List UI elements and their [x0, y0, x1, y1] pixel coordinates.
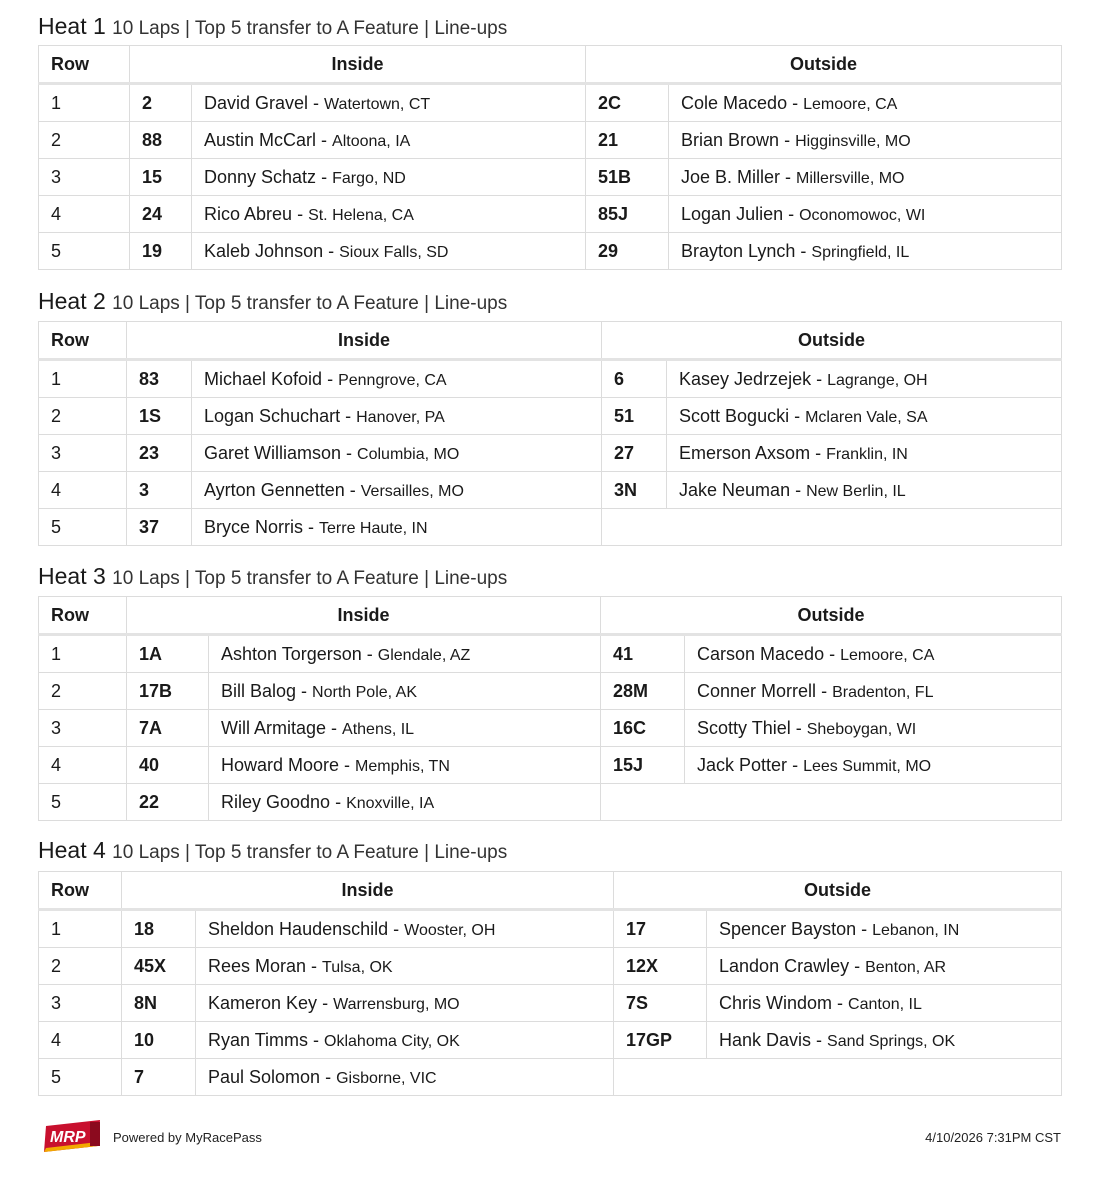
outside-car-number: 29 — [586, 233, 669, 270]
outside-column-header: Outside — [614, 872, 1062, 910]
separator: - — [856, 918, 873, 939]
outside-driver-cell — [669, 122, 1062, 159]
table-row — [39, 985, 1062, 1022]
driver-hometown: Gisborne, VIC — [336, 1069, 437, 1087]
inside-driver-cell — [192, 233, 586, 270]
table-row — [39, 233, 1062, 270]
inside-car-number: 40 — [127, 747, 209, 784]
heat-subtitle: 10 Laps | Top 5 transfer to A Feature | Line-ups — [112, 293, 508, 314]
driver-hometown: Altoona, IA — [332, 132, 411, 150]
outside-driver-cell — [707, 910, 1062, 948]
outside-driver-cell — [667, 398, 1062, 435]
table-header-row — [39, 322, 1062, 360]
driver-name[interactable]: Kasey Jedrzejek — [679, 368, 812, 389]
inside-car-number: 88 — [130, 122, 192, 159]
inside-driver-cell — [192, 196, 586, 233]
outside-column-header: Outside — [602, 322, 1062, 360]
driver-hometown: Versailles, MO — [360, 482, 464, 500]
driver-hometown: Lagrange, OH — [827, 371, 928, 389]
inside-car-number: 7A — [127, 710, 209, 747]
driver-hometown: Sand Springs, OK — [827, 1032, 956, 1050]
inside-column-header: Inside — [127, 322, 602, 360]
row-number: 3 — [39, 710, 127, 747]
heat-lineup-table — [38, 871, 1062, 1096]
heat-name: Heat 4 — [38, 837, 106, 863]
driver-name[interactable]: Donny Schatz — [204, 166, 317, 187]
table-header-row — [39, 46, 1062, 84]
table-row — [39, 948, 1062, 985]
inside-car-number: 37 — [127, 509, 192, 546]
driver-hometown: Sioux Falls, SD — [339, 243, 449, 261]
heat-title — [38, 12, 507, 43]
driver-name[interactable]: Brayton Lynch — [681, 240, 796, 261]
inside-driver-cell — [209, 710, 601, 747]
driver-name[interactable]: Logan Julien — [681, 203, 784, 224]
driver-name[interactable]: Ashton Torgerson — [221, 643, 362, 664]
driver-name[interactable]: David Gravel — [204, 92, 309, 113]
outside-car-number: 6 — [602, 360, 667, 398]
outside-car-number: 21 — [586, 122, 669, 159]
driver-hometown: Watertown, CT — [324, 95, 431, 113]
separator: - — [341, 442, 358, 463]
driver-name[interactable]: Kameron Key — [208, 992, 318, 1013]
driver-name[interactable]: Conner Morrell — [697, 680, 817, 701]
inside-driver-cell — [209, 635, 601, 673]
driver-hometown: Fargo, ND — [332, 169, 406, 187]
driver-hometown: Bradenton, FL — [832, 683, 934, 701]
inside-driver-cell — [192, 360, 602, 398]
separator: - — [811, 368, 828, 389]
driver-name[interactable]: Carson Macedo — [697, 643, 825, 664]
driver-name[interactable]: Ayrton Gennetten — [204, 479, 345, 500]
separator: - — [339, 754, 356, 775]
outside-driver-cell — [685, 710, 1062, 747]
driver-name[interactable]: Paul Solomon — [208, 1066, 321, 1087]
row-number: 4 — [39, 1022, 122, 1059]
heat-name: Heat 2 — [38, 288, 106, 314]
table-row — [39, 159, 1062, 196]
separator: - — [824, 643, 841, 664]
driver-name[interactable]: Riley Goodno — [221, 791, 331, 812]
inside-car-number: 10 — [122, 1022, 196, 1059]
outside-car-number: 17 — [614, 910, 707, 948]
separator: - — [810, 442, 827, 463]
driver-hometown: Hanover, PA — [356, 408, 445, 426]
outside-car-number: 16C — [601, 710, 685, 747]
driver-hometown: Knoxville, IA — [346, 794, 435, 812]
driver-hometown: Terre Haute, IN — [319, 519, 428, 537]
outside-driver-cell — [707, 1022, 1062, 1059]
heat-title — [38, 287, 507, 318]
inside-car-number: 15 — [130, 159, 192, 196]
driver-name[interactable]: Scott Bogucki — [679, 405, 790, 426]
logo-film-strip — [90, 1122, 100, 1146]
heat-subtitle: 10 Laps | Top 5 transfer to A Feature | Line-ups — [112, 568, 508, 589]
outside-car-number: 2C — [586, 84, 669, 122]
table-row — [39, 435, 1062, 472]
outside-column-header: Outside — [586, 46, 1062, 84]
table-row — [39, 710, 1062, 747]
driver-hometown: Wooster, OH — [404, 921, 496, 939]
driver-hometown: North Pole, AK — [312, 683, 417, 701]
inside-driver-cell — [192, 435, 602, 472]
separator: - — [780, 166, 797, 187]
driver-name[interactable]: Cole Macedo — [681, 92, 788, 113]
table-row — [39, 910, 1062, 948]
driver-name[interactable]: Chris Windom — [719, 992, 833, 1013]
separator: - — [308, 1029, 325, 1050]
driver-hometown: Memphis, TN — [355, 757, 450, 775]
separator: - — [330, 791, 347, 812]
row-number: 4 — [39, 747, 127, 784]
separator: - — [789, 405, 806, 426]
separator: - — [779, 129, 796, 150]
inside-car-number: 17B — [127, 673, 209, 710]
outside-driver-cell — [685, 635, 1062, 673]
driver-name[interactable]: Hank Davis — [719, 1029, 812, 1050]
outside-car-number: 17GP — [614, 1022, 707, 1059]
outside-driver-cell — [669, 159, 1062, 196]
row-number: 5 — [39, 509, 127, 546]
inside-car-number: 19 — [130, 233, 192, 270]
outside-car-number: 41 — [601, 635, 685, 673]
separator: - — [316, 166, 333, 187]
driver-name[interactable]: Jack Potter — [697, 754, 788, 775]
driver-hometown: Millersville, MO — [796, 169, 905, 187]
inside-car-number: 3 — [127, 472, 192, 509]
row-number: 1 — [39, 84, 130, 122]
inside-driver-cell — [196, 1059, 614, 1096]
driver-name[interactable]: Brian Brown — [681, 129, 780, 150]
driver-name[interactable]: Spencer Bayston — [719, 918, 857, 939]
separator: - — [388, 918, 405, 939]
outside-driver-cell — [685, 673, 1062, 710]
inside-column-header: Inside — [122, 872, 614, 910]
separator: - — [790, 717, 807, 738]
separator: - — [361, 643, 378, 664]
row-number: 5 — [39, 1059, 122, 1096]
heat-title — [38, 836, 507, 867]
inside-driver-cell — [192, 398, 602, 435]
inside-driver-cell — [192, 509, 602, 546]
driver-name[interactable]: Logan Schuchart — [204, 405, 341, 426]
table-header-row — [39, 597, 1062, 635]
logo-text: MRP — [50, 1129, 86, 1146]
timestamp: 4/10/2026 7:31PM CST — [925, 1130, 1061, 1145]
outside-car-number: 27 — [602, 435, 667, 472]
separator: - — [340, 405, 357, 426]
driver-name[interactable]: Will Armitage — [221, 717, 327, 738]
driver-name[interactable]: Jake Neuman — [679, 479, 791, 500]
inside-driver-cell — [209, 784, 601, 821]
outside-car-number: 15J — [601, 747, 685, 784]
row-number: 2 — [39, 122, 130, 159]
driver-hometown: Lemoore, CA — [840, 646, 935, 664]
driver-name[interactable]: Scotty Thiel — [697, 717, 791, 738]
inside-driver-cell — [192, 159, 586, 196]
outside-driver-cell — [707, 948, 1062, 985]
outside-car-number: 51B — [586, 159, 669, 196]
driver-hometown: Oklahoma City, OK — [324, 1032, 460, 1050]
driver-hometown: Oconomowoc, WI — [799, 206, 926, 224]
separator: - — [787, 754, 804, 775]
driver-hometown: Lebanon, IN — [872, 921, 960, 939]
driver-hometown: Franklin, IN — [826, 445, 908, 463]
row-number: 3 — [39, 159, 130, 196]
heat-lineup-table — [38, 45, 1062, 270]
separator: - — [326, 717, 343, 738]
inside-driver-cell — [196, 948, 614, 985]
inside-car-number: 23 — [127, 435, 192, 472]
driver-hometown: New Berlin, IL — [806, 482, 906, 500]
driver-name[interactable]: Emerson Axsom — [679, 442, 811, 463]
outside-empty-slot — [602, 509, 1062, 546]
table-row — [39, 1059, 1062, 1096]
driver-name[interactable]: Kaleb Johnson — [204, 240, 324, 261]
driver-hometown: Springfield, IL — [811, 243, 910, 261]
table-row — [39, 784, 1062, 821]
driver-hometown: Penngrove, CA — [338, 371, 447, 389]
row-column-header: Row — [39, 322, 127, 360]
heat-name: Heat 3 — [38, 563, 106, 589]
inside-car-number: 83 — [127, 360, 192, 398]
table-row — [39, 122, 1062, 159]
inside-car-number: 24 — [130, 196, 192, 233]
driver-name[interactable]: Austin McCarl — [204, 129, 317, 150]
outside-car-number: 12X — [614, 948, 707, 985]
page-footer — [38, 1118, 1061, 1158]
separator: - — [816, 680, 833, 701]
separator: - — [811, 1029, 828, 1050]
row-number: 5 — [39, 233, 130, 270]
inside-car-number: 1S — [127, 398, 192, 435]
row-number: 1 — [39, 635, 127, 673]
inside-driver-cell — [192, 122, 586, 159]
inside-car-number: 2 — [130, 84, 192, 122]
heat-lineup-table — [38, 321, 1062, 546]
outside-driver-cell — [669, 84, 1062, 122]
driver-name[interactable]: Landon Crawley — [719, 955, 850, 976]
heat-name: Heat 1 — [38, 13, 106, 39]
driver-hometown: Athens, IL — [342, 720, 415, 738]
driver-name[interactable]: Joe B. Miller — [681, 166, 781, 187]
driver-hometown: Warrensburg, MO — [333, 995, 460, 1013]
driver-name[interactable]: Sheldon Haudenschild — [208, 918, 389, 939]
driver-name[interactable]: Michael Kofoid — [204, 368, 323, 389]
row-number: 2 — [39, 673, 127, 710]
row-number: 3 — [39, 985, 122, 1022]
inside-driver-cell — [209, 747, 601, 784]
outside-driver-cell — [669, 233, 1062, 270]
row-number: 5 — [39, 784, 127, 821]
table-row — [39, 196, 1062, 233]
table-header-row — [39, 872, 1062, 910]
separator: - — [292, 203, 309, 224]
driver-name[interactable]: Rees Moran — [208, 955, 307, 976]
driver-hometown: Glendale, AZ — [377, 646, 471, 664]
outside-driver-cell — [667, 360, 1062, 398]
row-number: 1 — [39, 910, 122, 948]
separator: - — [320, 1066, 337, 1087]
heat-subtitle: 10 Laps | Top 5 transfer to A Feature | Line-ups — [112, 18, 508, 39]
driver-hometown: Columbia, MO — [357, 445, 460, 463]
driver-hometown: Tulsa, OK — [322, 958, 393, 976]
table-row — [39, 398, 1062, 435]
inside-car-number: 8N — [122, 985, 196, 1022]
row-column-header: Row — [39, 872, 122, 910]
inside-car-number: 22 — [127, 784, 209, 821]
table-row — [39, 509, 1062, 546]
separator: - — [316, 129, 333, 150]
separator: - — [323, 240, 340, 261]
inside-driver-cell — [209, 673, 601, 710]
outside-driver-cell — [667, 472, 1062, 509]
driver-name[interactable]: Bryce Norris — [204, 516, 304, 537]
inside-car-number: 1A — [127, 635, 209, 673]
outside-driver-cell — [685, 747, 1062, 784]
separator: - — [303, 516, 320, 537]
table-row — [39, 1022, 1062, 1059]
separator: - — [296, 680, 313, 701]
separator: - — [306, 955, 323, 976]
row-number: 3 — [39, 435, 127, 472]
driver-name[interactable]: Garet Williamson — [204, 442, 342, 463]
heat-lineup-table — [38, 596, 1062, 821]
driver-name[interactable]: Ryan Timms — [208, 1029, 309, 1050]
outside-car-number: 85J — [586, 196, 669, 233]
table-row — [39, 84, 1062, 122]
myracepass-logo[interactable] — [42, 1118, 104, 1154]
outside-empty-slot — [614, 1059, 1062, 1096]
outside-car-number: 3N — [602, 472, 667, 509]
inside-driver-cell — [192, 84, 586, 122]
separator: - — [832, 992, 849, 1013]
row-number: 2 — [39, 948, 122, 985]
separator: - — [783, 203, 800, 224]
table-row — [39, 635, 1062, 673]
powered-by-text[interactable]: Powered by MyRacePass — [113, 1130, 262, 1145]
driver-hometown: Sheboygan, WI — [806, 720, 917, 738]
separator: - — [317, 992, 334, 1013]
row-column-header: Row — [39, 597, 127, 635]
inside-driver-cell — [196, 910, 614, 948]
outside-car-number: 28M — [601, 673, 685, 710]
outside-driver-cell — [669, 196, 1062, 233]
separator: - — [787, 92, 804, 113]
separator: - — [344, 479, 361, 500]
driver-hometown: Benton, AR — [865, 958, 947, 976]
driver-hometown: St. Helena, CA — [308, 206, 414, 224]
table-row — [39, 747, 1062, 784]
driver-name[interactable]: Bill Balog — [221, 680, 297, 701]
driver-hometown: Canton, IL — [848, 995, 922, 1013]
outside-car-number: 7S — [614, 985, 707, 1022]
outside-empty-slot — [601, 784, 1062, 821]
driver-hometown: Lees Summit, MO — [803, 757, 932, 775]
driver-name[interactable]: Howard Moore — [221, 754, 340, 775]
separator: - — [322, 368, 339, 389]
separator: - — [790, 479, 807, 500]
driver-hometown: Higginsville, MO — [795, 132, 911, 150]
inside-driver-cell — [192, 472, 602, 509]
row-number: 4 — [39, 472, 127, 509]
row-number: 2 — [39, 398, 127, 435]
outside-driver-cell — [667, 435, 1062, 472]
separator: - — [308, 92, 325, 113]
separator: - — [795, 240, 812, 261]
inside-car-number: 18 — [122, 910, 196, 948]
inside-driver-cell — [196, 985, 614, 1022]
table-row — [39, 360, 1062, 398]
row-number: 1 — [39, 360, 127, 398]
driver-hometown: Lemoore, CA — [803, 95, 898, 113]
inside-column-header: Inside — [127, 597, 601, 635]
inside-car-number: 45X — [122, 948, 196, 985]
row-number: 4 — [39, 196, 130, 233]
inside-driver-cell — [196, 1022, 614, 1059]
driver-hometown: Mclaren Vale, SA — [805, 408, 928, 426]
heat-subtitle: 10 Laps | Top 5 transfer to A Feature | Line-ups — [112, 842, 508, 863]
table-row — [39, 472, 1062, 509]
inside-car-number: 7 — [122, 1059, 196, 1096]
outside-car-number: 51 — [602, 398, 667, 435]
inside-column-header: Inside — [130, 46, 586, 84]
driver-name[interactable]: Rico Abreu — [204, 203, 293, 224]
outside-column-header: Outside — [601, 597, 1062, 635]
row-column-header: Row — [39, 46, 130, 84]
heat-title — [38, 562, 507, 593]
outside-driver-cell — [707, 985, 1062, 1022]
table-row — [39, 673, 1062, 710]
separator: - — [849, 955, 866, 976]
